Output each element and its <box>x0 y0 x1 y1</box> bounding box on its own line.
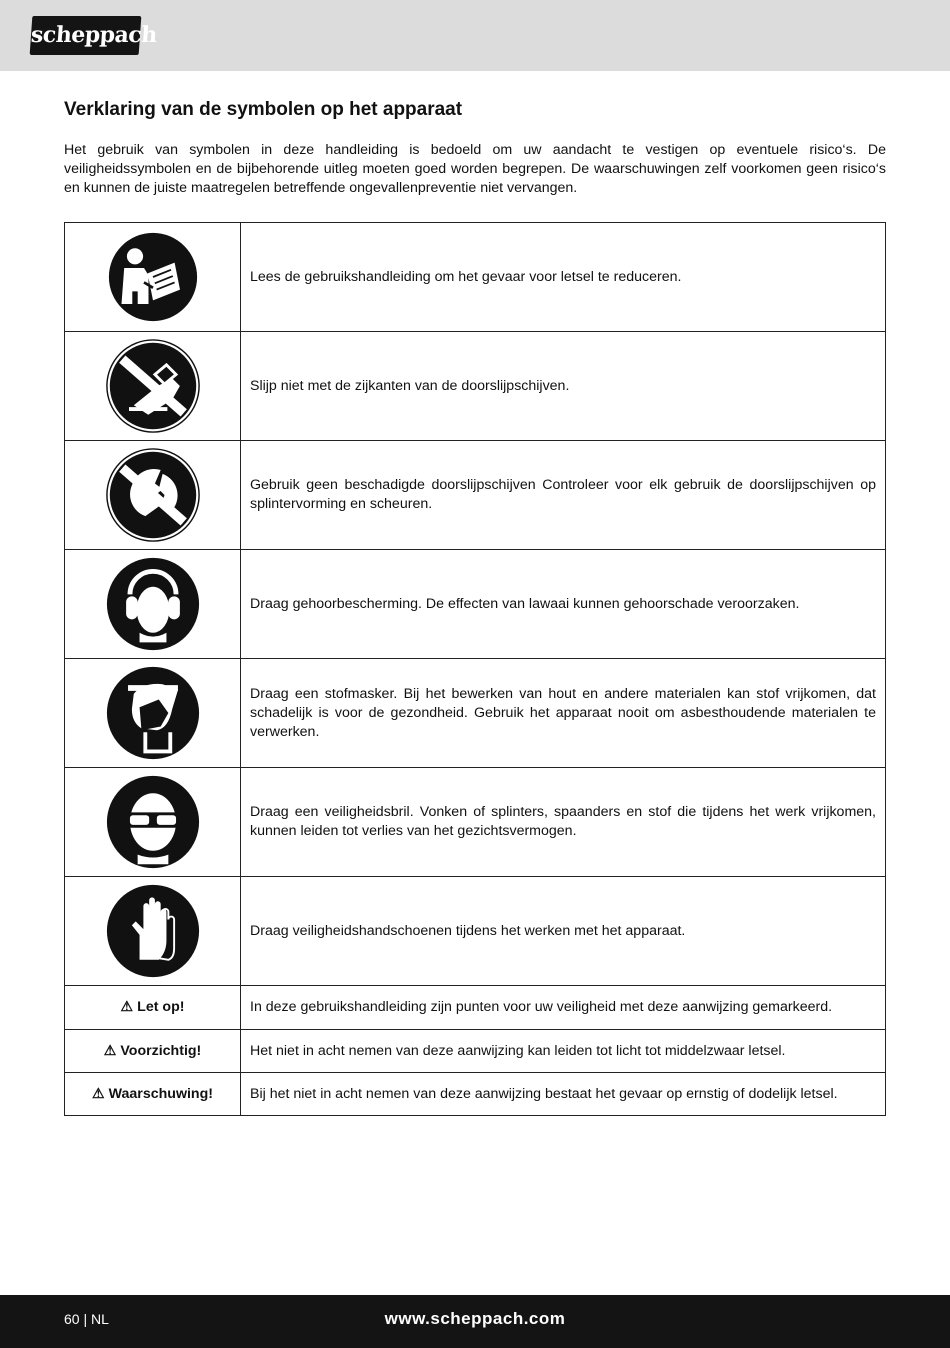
symbol-description: Gebruik geen beschadigde doorslijpschijven Controleer voor elk gebruik de doorslijpschijven op splintervorming en scheuren. <box>241 441 886 550</box>
read-manual-icon <box>108 232 198 322</box>
warning-label: ⚠ Voorzichtig! <box>65 1030 241 1073</box>
no-damaged-disc-icon <box>105 447 201 543</box>
brand-logo: scheppach <box>30 16 142 55</box>
warning-label: ⚠ Waarschuwing! <box>65 1073 241 1116</box>
symbol-row <box>65 550 886 659</box>
symbol-row <box>65 441 886 550</box>
warning-description: Het niet in acht nemen van deze aanwijzing kan leiden tot licht tot middelzwaar letsel. <box>241 1030 886 1073</box>
symbol-description: Draag veiligheidshandschoenen tijdens het werken met het apparaat. <box>241 877 886 986</box>
website-link[interactable]: www.scheppach.com <box>384 1309 566 1328</box>
footer-bar <box>0 1295 950 1348</box>
warning-description: Bij het niet in acht nemen van deze aanwijzing bestaat het gevaar op ernstig of dodelijk letsel. <box>241 1073 886 1116</box>
symbol-description: Slijp niet met de zijkanten van de doorslijpschijven. <box>241 332 886 441</box>
warning-row <box>65 1073 886 1116</box>
symbol-description: Draag een stofmasker. Bij het bewerken van hout en andere materialen kan stof vrijkomen, dat schadelijk is voor de gezondheid. Gebruik het apparaat nooit om asbesthoudende materialen te verwerken. <box>241 659 886 768</box>
header-bar <box>0 0 950 71</box>
no-side-grinding-icon <box>105 338 201 434</box>
page-title: Verklaring van de symbolen op het apparaat <box>64 99 463 120</box>
symbol-description: Draag een veiligheidsbril. Vonken of splinters, spaanders en stof die tijdens het werk vrijkomen, kunnen leiden tot verlies van het gezichtsvermogen. <box>241 768 886 877</box>
symbol-row <box>65 877 886 986</box>
symbol-description: Lees de gebruikshandleiding om het gevaar voor letsel te reduceren. <box>241 223 886 332</box>
symbol-description: Draag gehoorbescherming. De effecten van lawaai kunnen gehoorschade veroorzaken. <box>241 550 886 659</box>
symbol-row <box>65 223 886 332</box>
warning-description: In deze gebruikshandleiding zijn punten voor uw veiligheid met deze aanwijzing gemarkeerd. <box>241 986 886 1030</box>
page-number: 60 | NL <box>64 1311 109 1327</box>
ear-protection-icon <box>105 556 201 652</box>
safety-goggles-icon <box>105 774 201 870</box>
symbol-row <box>65 659 886 768</box>
symbols-table <box>64 222 886 1116</box>
warning-row <box>65 1030 886 1073</box>
intro-paragraph: Het gebruik van symbolen in deze handleiding is bedoeld om uw aandacht te vestigen op eventuele risico‘s. De veiligheidssymbolen en de bijbehorende uitleg moeten goed worden begrepen. De waarschuwingen zelf voorkomen geen risico‘s en kunnen de juiste maatregelen betreffende ongevallenpreventie niet vervangen. <box>64 142 886 196</box>
warning-row <box>65 986 886 1030</box>
warning-label: ⚠ Let op! <box>65 986 241 1030</box>
symbol-row <box>65 332 886 441</box>
dust-mask-icon <box>105 665 201 761</box>
symbol-row <box>65 768 886 877</box>
safety-gloves-icon <box>105 883 201 979</box>
